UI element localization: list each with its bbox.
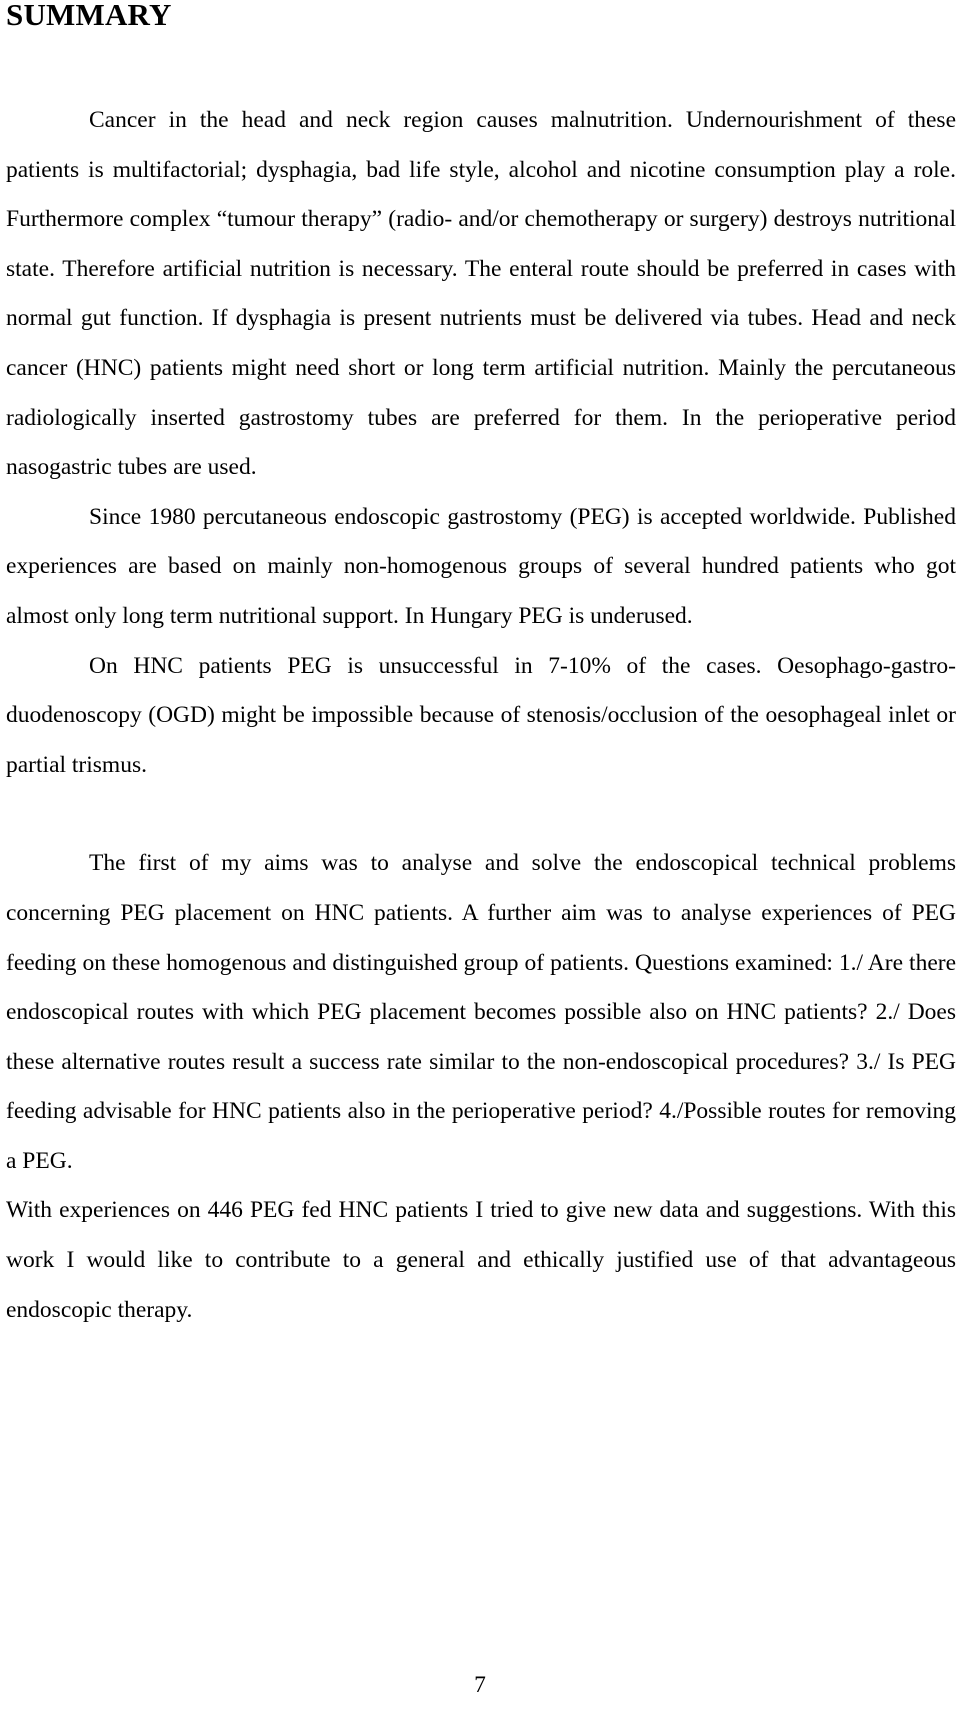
page-number: 7: [474, 1672, 486, 1698]
paragraph-peg-history: Since 1980 percutaneous endoscopic gastrostomy (PEG) is accepted worldwide. Published experiences are based on mainly non-homogenous groups of several hundred patients who got almost only long term nutritional support. In Hungary PEG is underused.: [6, 503, 956, 629]
section-heading: SUMMARY: [6, 0, 172, 32]
paragraph-conclusion: With experiences on 446 PEG fed HNC patients I tried to give new data and suggestions. With this work I would like to contribute to a general and ethically justified use of that advantageous endoscopic therapy.: [6, 1197, 956, 1323]
paragraph-malnutrition: Cancer in the head and neck region causes malnutrition. Undernourishment of these patients is multifactorial; dysphagia, bad life style, alcohol and nicotine consumption play a role. Furthermore complex “tumour therapy” (radio- and/or chemotherapy or surgery) destroys nutritional state. Therefore artificial nutrition is necessary. The enteral route should be preferred in cases with normal gut function. If dysphagia is present nutrients must be delivered via tubes. Head and neck cancer (HNC) patients might need short or long term artificial nutrition. Mainly the percutaneous radiologically inserted gastrostomy tubes are preferred for them. In the perioperative period nasogastric tubes are used.: [6, 107, 956, 481]
summary-body: [6, 96, 956, 1335]
paragraph-peg-failure: On HNC patients PEG is unsuccessful in 7-10% of the cases. Oesophago-gastro-duodenoscopy (OGD) might be impossible because of stenosis/occlusion of the oesophageal inlet or partial trismus.: [6, 652, 956, 778]
paragraph-aims: The first of my aims was to analyse and solve the endoscopical technical problems concerning PEG placement on HNC patients. A further aim was to analyse experiences of PEG feeding on these homogenous and distinguished group of patients. Questions examined: 1./ Are there endoscopical routes with which PEG placement becomes possible also on HNC patients? 2./ Does these alternative routes result a success rate similar to the non-endoscopical procedures? 3./ Is PEG feeding advisable for HNC patients also in the perioperative period? 4./Possible routes for removing a PEG.: [6, 850, 956, 1174]
